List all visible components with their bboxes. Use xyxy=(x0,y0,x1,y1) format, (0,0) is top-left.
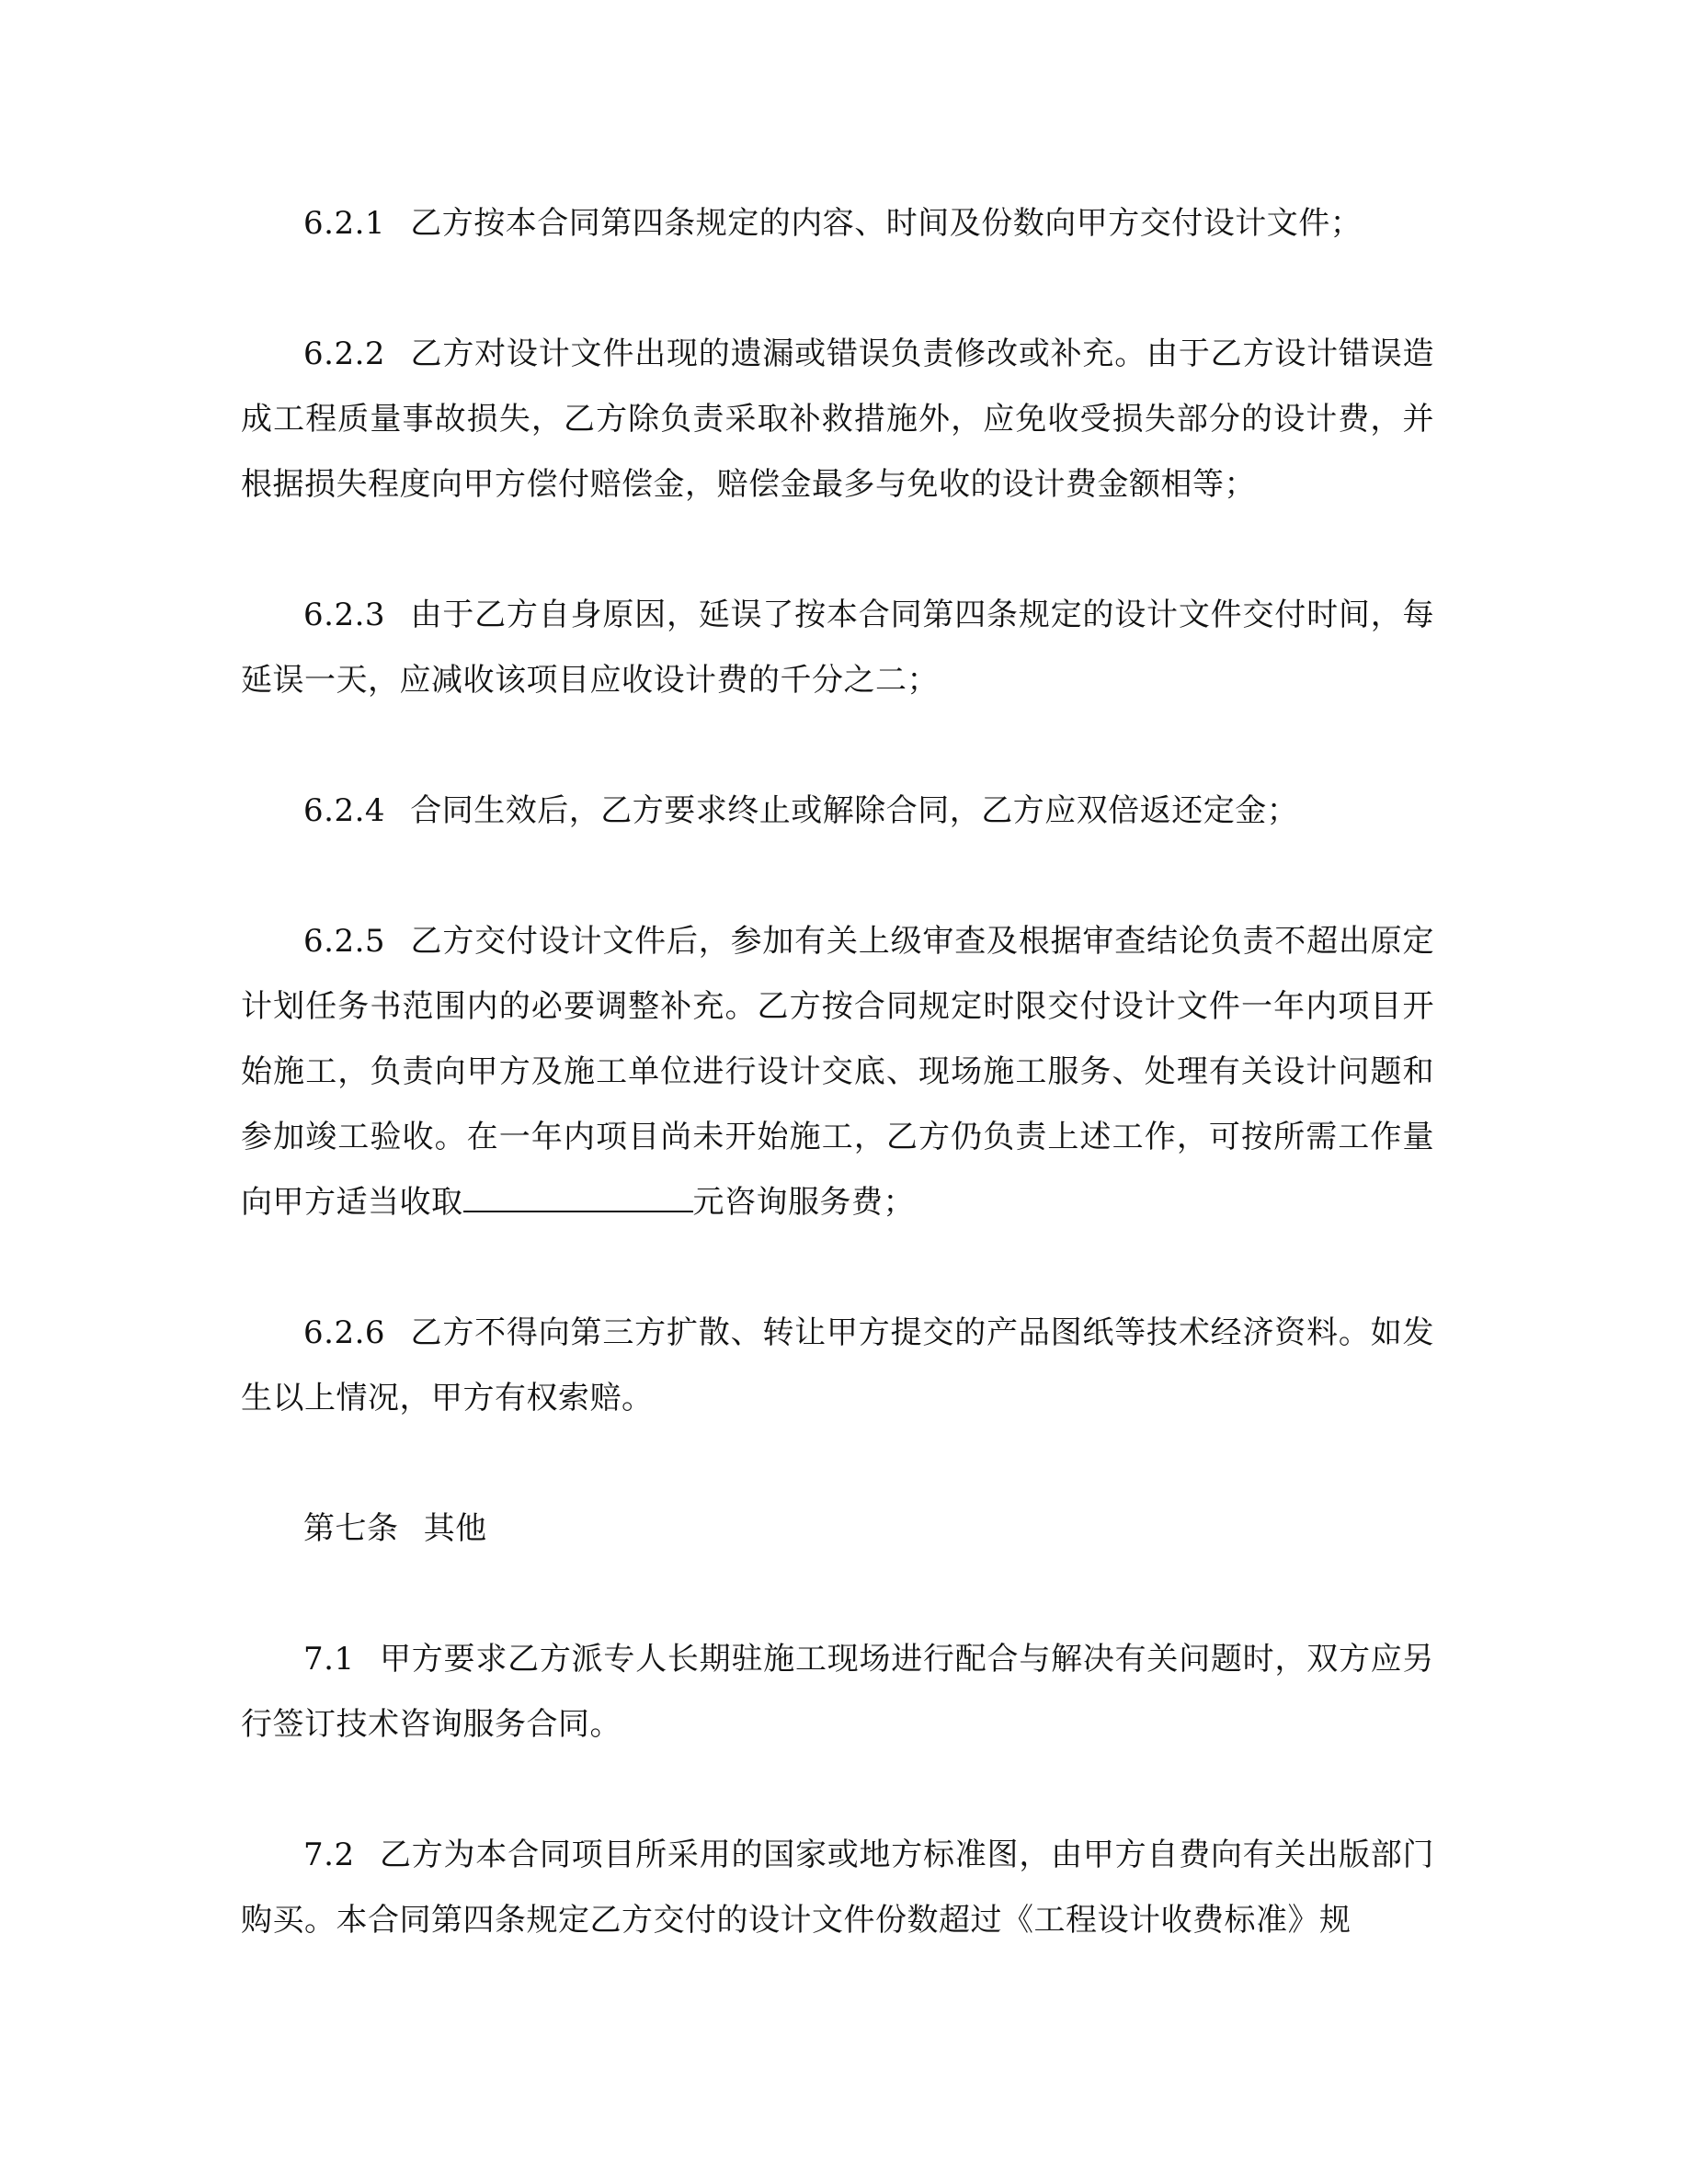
clause-text: 甲方要求乙方派专人长期驻施工现场进行配合与解决有关问题时，双方应另行签订技术咨询服务合同。 xyxy=(241,1641,1434,1743)
clause-6-2-6 xyxy=(241,1301,1434,1431)
clause-6-2-5 xyxy=(241,909,1434,1235)
clause-text: 乙方为本合同项目所采用的国家或地方标准图，由甲方自费向有关出版部门购买。本合同第四条规定乙方交付的设计文件份数超过《工程设计收费标准》规 xyxy=(241,1837,1434,1939)
clause-6-2-2 xyxy=(241,322,1434,518)
clause-6-2-4 xyxy=(241,779,1434,844)
clause-text: 合同生效后，乙方要求终止或解除合同，乙方应双倍返还定金； xyxy=(410,792,1299,829)
clause-number: 6.2.6 xyxy=(303,1314,386,1351)
clause-number: 6.2.3 xyxy=(303,597,386,633)
article-7-heading xyxy=(241,1496,1434,1562)
clause-text-tail: 元咨询服务费； xyxy=(692,1184,915,1221)
clause-text: 乙方按本合同第四条规定的内容、时间及份数向甲方交付设计文件； xyxy=(410,205,1363,242)
clause-number: 6.2.5 xyxy=(303,923,386,960)
article-subtitle: 其他 xyxy=(423,1510,487,1547)
document-body xyxy=(241,191,1434,2019)
clause-number: 7.1 xyxy=(303,1641,355,1678)
clause-text: 乙方交付设计文件后，参加有关上级审查及根据审查结论负责不超出原定计划任务书范围内的必要调整补充。乙方按合同规定时限交付设计文件一年内项目开始施工，负责向甲方及施工单位进行设计交底、现场施工服务、处理有关设计问题和参加竣工验收。在一年内项目尚未开始施工，乙方仍负责上述工作，可按所需工作量向甲方适当收取 xyxy=(241,923,1434,1221)
clause-6-2-1 xyxy=(241,191,1434,256)
clause-number: 6.2.2 xyxy=(303,336,386,372)
clause-number: 6.2.4 xyxy=(303,792,386,829)
clause-text: 乙方不得向第三方扩散、转让甲方提交的产品图纸等技术经济资料。如发生以上情况，甲方有权索赔。 xyxy=(241,1314,1434,1416)
fee-blank-line xyxy=(463,1183,693,1212)
clause-7-1 xyxy=(241,1627,1434,1757)
clause-number: 6.2.1 xyxy=(303,205,386,242)
article-title: 第七条 xyxy=(303,1510,399,1547)
clause-6-2-3 xyxy=(241,583,1434,713)
clause-text: 由于乙方自身原因，延误了按本合同第四条规定的设计文件交付时间，每延误一天，应减收该项目应收设计费的千分之二； xyxy=(241,597,1434,699)
clause-number: 7.2 xyxy=(303,1837,355,1873)
clause-7-2 xyxy=(241,1823,1434,1953)
clause-text: 乙方对设计文件出现的遗漏或错误负责修改或补充。由于乙方设计错误造成工程质量事故损失，乙方除负责采取补救措施外，应免收受损失部分的设计费，并根据损失程度向甲方偿付赔偿金，赔偿金最多与免收的设计费金额相等； xyxy=(241,336,1434,503)
